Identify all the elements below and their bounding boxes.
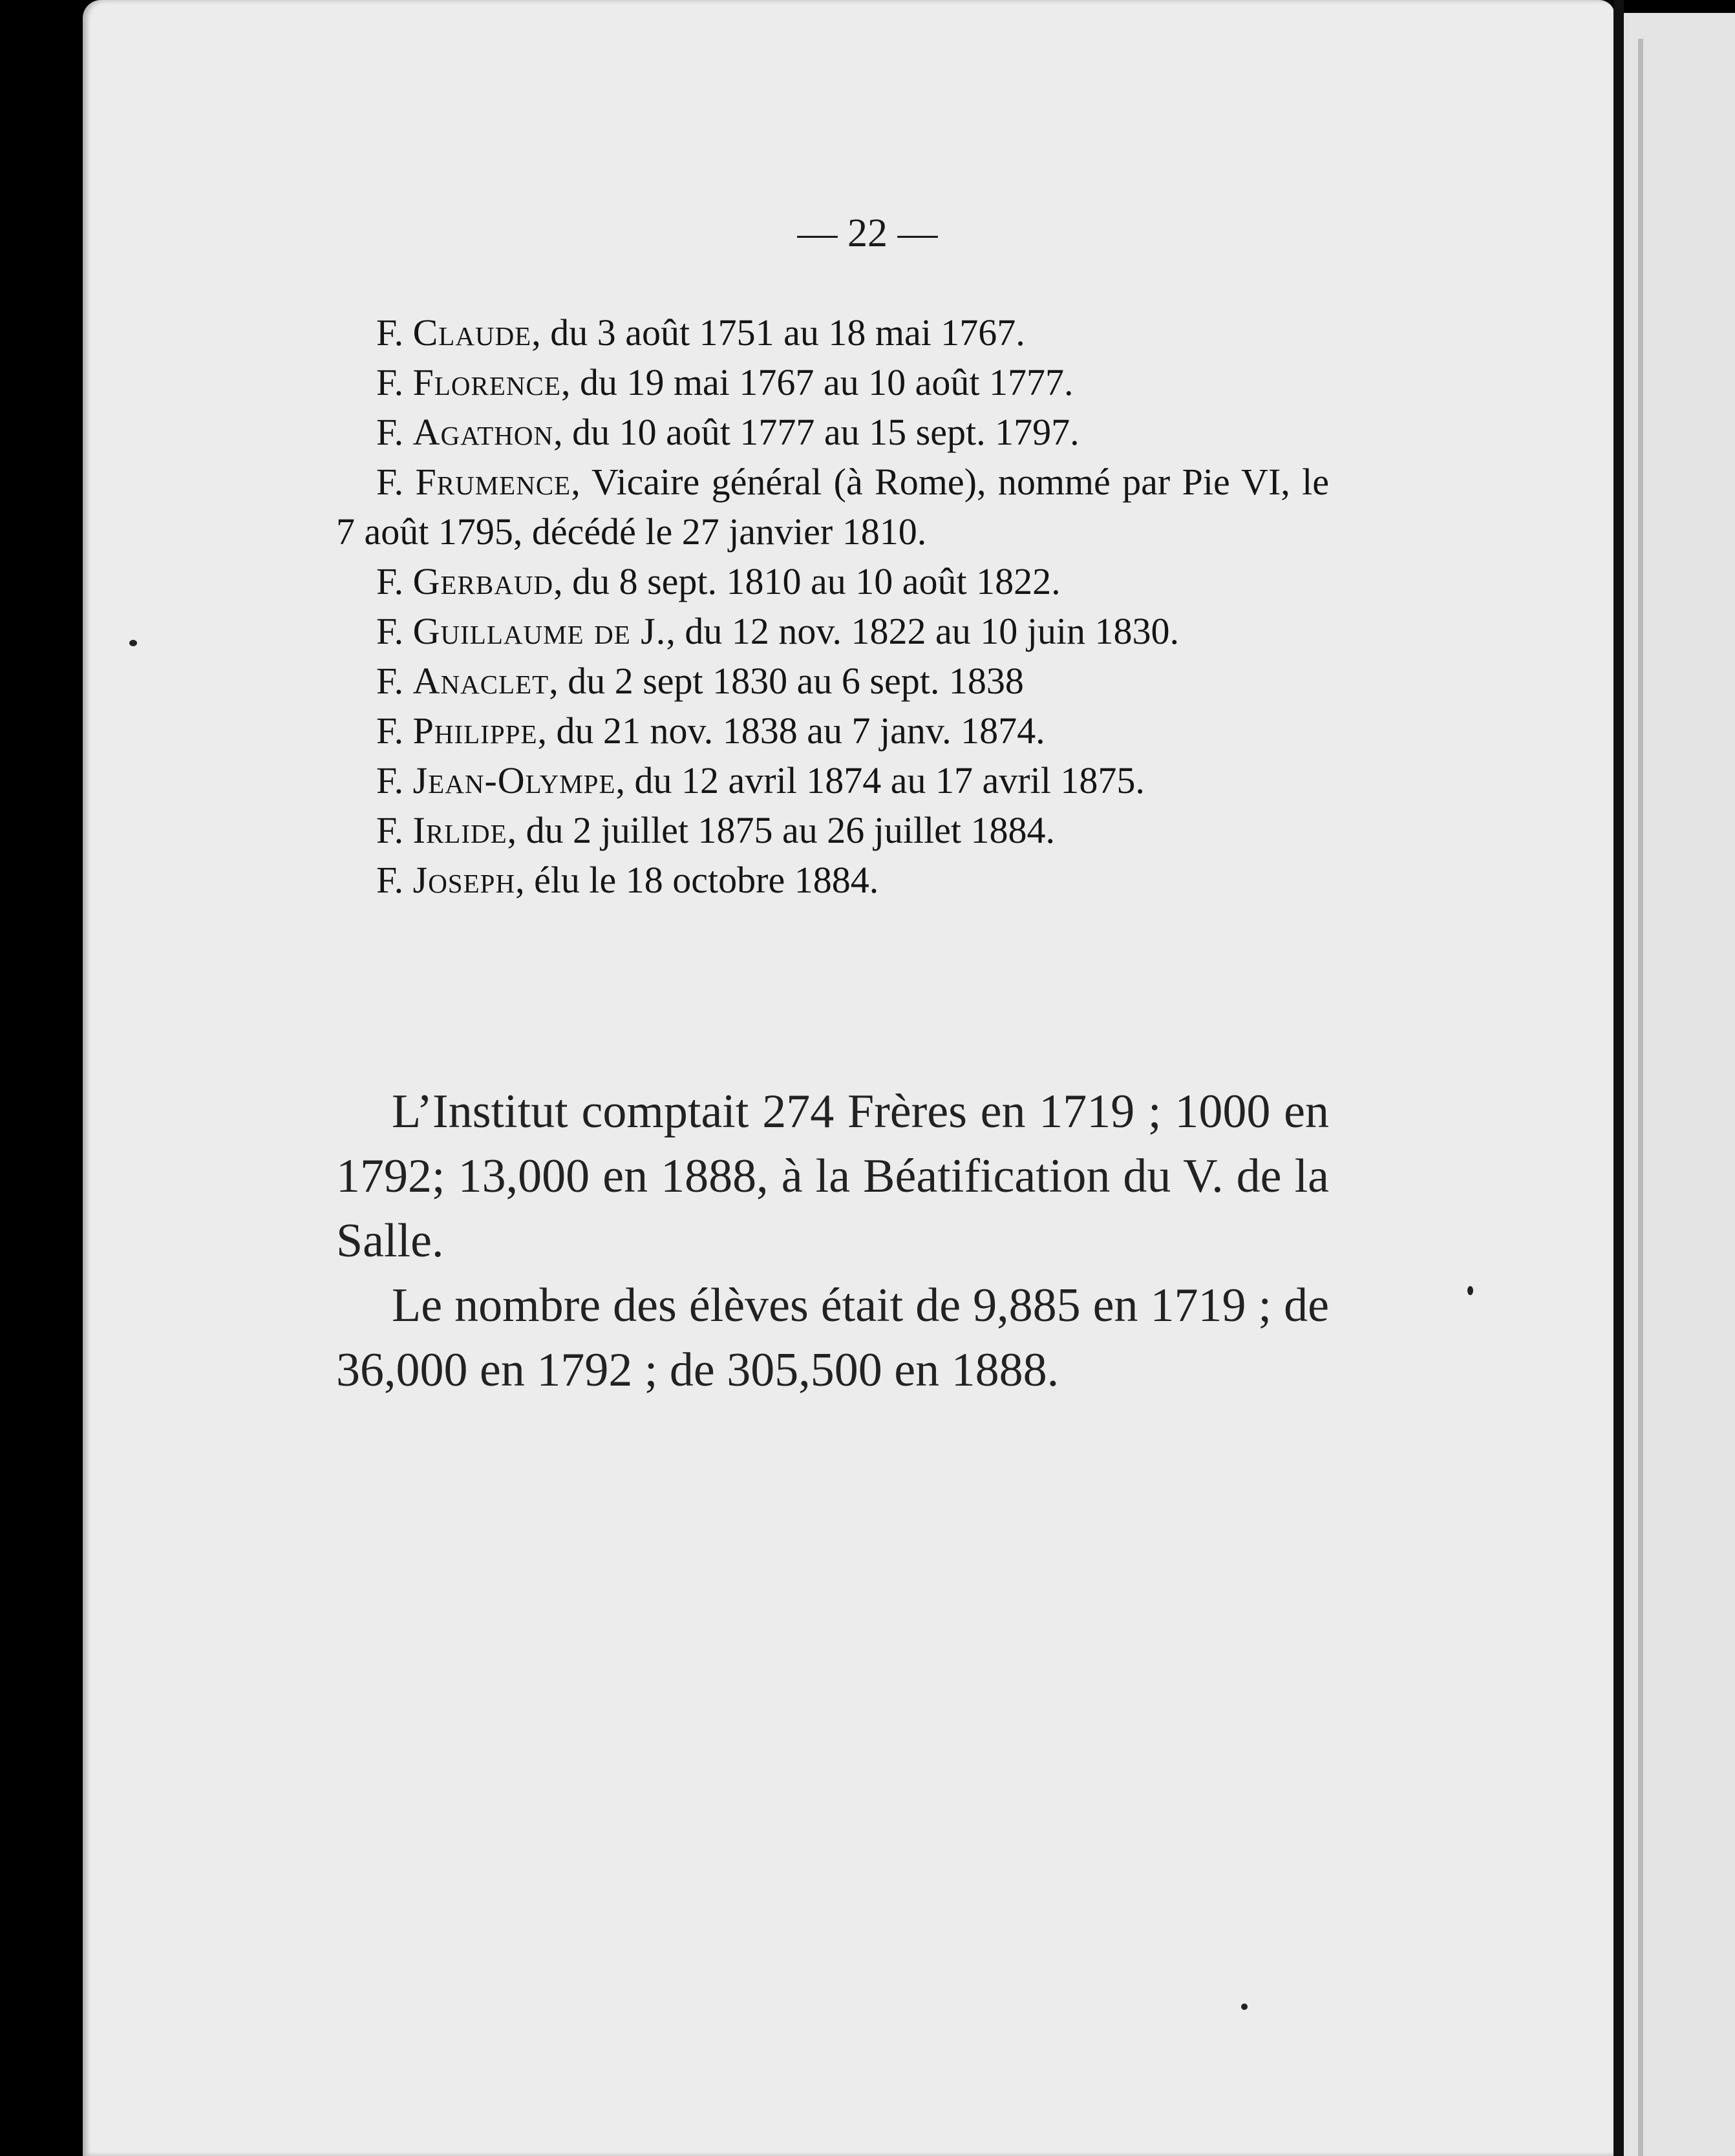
entry-text: , du 8 sept. 1810 au 10 août 1822. [553, 560, 1061, 602]
students-paragraph: Le nombre des élèves était de 9,885 en 1719 ; de 36,000 en 1792 ; de 305,500 en 1888. [336, 1279, 1329, 1397]
list-item [336, 805, 1329, 855]
entry-name: Gerbaud [412, 560, 554, 602]
entry-text: , du 12 avril 1874 au 17 avril 1875. [615, 759, 1145, 801]
entry-prefix: F. [376, 461, 416, 503]
list-item [336, 457, 1329, 556]
entry-text: , du 3 août 1751 au 18 mai 1767. [531, 312, 1025, 354]
entry-name: Irlide [412, 809, 507, 851]
list-item [336, 357, 1329, 407]
statistics-section [336, 1079, 1329, 1402]
entry-text: , élu le 18 octobre 1884. [515, 859, 879, 901]
entry-name: Claude [412, 312, 532, 354]
entry-text: , du 10 août 1777 au 15 sept. 1797. [553, 411, 1080, 453]
entry-name: Florence [412, 361, 561, 403]
list-item [336, 756, 1329, 805]
entry-text: , du 2 sept 1830 au 6 sept. 1838 [549, 660, 1024, 702]
superiors-list [336, 308, 1329, 905]
entry-prefix: F. [376, 361, 413, 403]
entry-name: Frumence [415, 461, 571, 503]
entry-prefix: F. [376, 610, 413, 652]
scan-speck [1467, 1286, 1473, 1295]
list-item [336, 656, 1329, 706]
entry-prefix: F. [376, 809, 413, 851]
scan-speck [1241, 2003, 1248, 2010]
entry-name: Agathon [412, 411, 554, 453]
entry-prefix: F. [376, 560, 413, 602]
entry-prefix: F. [376, 312, 413, 354]
entry-text: , du 21 nov. 1838 au 7 janv. 1874. [537, 710, 1045, 752]
entry-prefix: F. [376, 411, 413, 453]
entry-prefix: F. [376, 859, 413, 901]
page-number: — 22 — [797, 211, 938, 255]
entry-prefix: F. [376, 759, 413, 801]
entry-text: , Vicaire général (à Rome), nommé par Pie VI, le 7 août 1795, décédé le 27 janvier 1810. [336, 461, 1329, 553]
brothers-paragraph: L’Institut comptait 274 Frères en 1719 ; 1000 en 1792; 13,000 en 1888, à la Béatification du V. de la Salle. [336, 1085, 1329, 1267]
entry-name: Jean-Olympe [412, 759, 616, 801]
entry-name: Joseph [412, 859, 516, 901]
entry-text: , du 19 mai 1767 au 10 août 1777. [560, 361, 1074, 403]
facing-page-crease [1638, 39, 1643, 2156]
list-item [336, 606, 1329, 656]
entry-name: Philippe [412, 710, 538, 752]
page-gutter [1613, 0, 1624, 2156]
list-item [336, 407, 1329, 457]
entry-text: , du 2 juillet 1875 au 26 juillet 1884. [507, 809, 1056, 851]
entry-prefix: F. [376, 660, 413, 702]
entry-text: , du 12 nov. 1822 au 10 juin 1830. [666, 610, 1180, 652]
list-item [336, 706, 1329, 756]
entry-name: Anaclet [412, 660, 549, 702]
entry-name: Guillaume de J. [412, 610, 666, 652]
list-item [336, 855, 1329, 905]
list-item [336, 308, 1329, 357]
entry-prefix: F. [376, 710, 413, 752]
list-item [336, 556, 1329, 606]
scan-speck [129, 640, 137, 646]
